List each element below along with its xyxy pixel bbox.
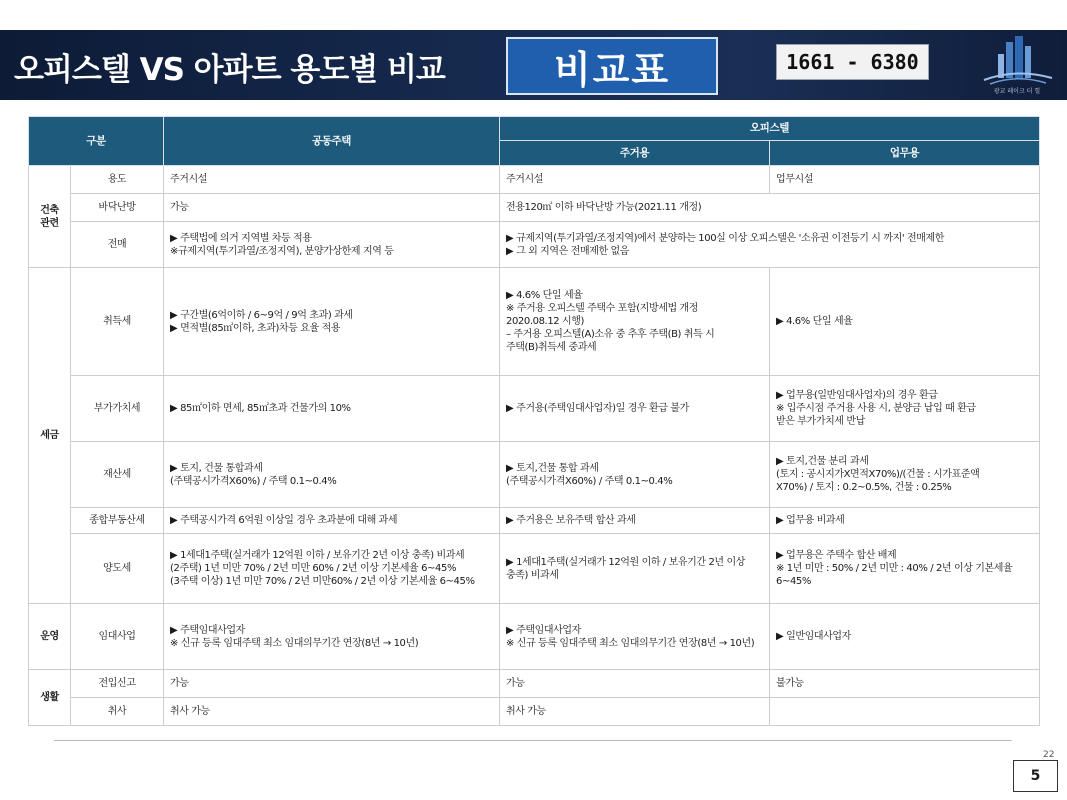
cell-residential: 취사 가능 [500,698,770,726]
cell-business: 업무시설 [770,166,1040,194]
row-label: 재산세 [71,442,164,508]
group-construction: 건축 관련 [29,166,71,268]
cell-business [770,698,1040,726]
group-living: 생활 [29,670,71,726]
table-row [29,508,1040,534]
cell-business: ▶ 4.6% 단일 세율 [770,268,1040,376]
table-row [29,268,1040,376]
table-row [29,222,1040,268]
cell-business: ▶ 업무용(일반임대사업자)의 경우 환급 ※ 입주시점 주거용 사용 시, 분양금 납입 때 환급 받은 부가가치세 반납 [770,376,1040,442]
cell-apartment: 주거시설 [164,166,500,194]
row-label: 용도 [71,166,164,194]
table-row [29,534,1040,604]
cell-business: 불가능 [770,670,1040,698]
header-business: 업무용 [770,141,1040,166]
cell-apartment: ▶ 주택임대사업자 ※ 신규 등록 임대주택 최소 임대의무기간 연장(8년 → 10년) [164,604,500,670]
cell-residential: 주거시설 [500,166,770,194]
comparison-badge-label: 비교표 [553,47,671,92]
cell-residential: ▶ 주거용(주택임대사업자)일 경우 환급 불가 [500,376,770,442]
phone-box [776,44,929,80]
table-row [29,166,1040,194]
group-operation: 운영 [29,604,71,670]
cell-apartment: 가능 [164,194,500,222]
cell-business: ▶ 일반임대사업자 [770,604,1040,670]
header-apartment: 공동주택 [164,117,500,166]
header-category: 구분 [29,117,164,166]
table-row [29,442,1040,508]
page-number: 5 [1030,768,1041,784]
row-label: 임대사업 [71,604,164,670]
footer-divider [54,740,1012,741]
brand-logo-text: 광교 레이크 더 힐 [993,88,1041,95]
cell-apartment: ▶ 주택공시가격 6억원 이상일 경우 초과분에 대해 과세 [164,508,500,534]
table-row [29,604,1040,670]
phone-number: 1661 - 6380 [786,50,919,74]
row-label: 전입신고 [71,670,164,698]
page-title: 오피스텔 VS 아파트 용도별 비교 [14,52,445,88]
page-number-box [1013,760,1058,792]
cell-apartment: ▶ 토지, 건물 통합과세 (주택공시가격X60%) / 주택 0.1~0.4% [164,442,500,508]
comparison-table [28,116,1040,726]
row-label: 취사 [71,698,164,726]
header-officetel: 오피스텔 [500,117,1040,141]
building-logo-icon [976,32,1058,88]
cell-residential: ▶ 1세대1주택(실거래가 12억원 이하 / 보유기간 2년 이상 충족) 비과세 [500,534,770,604]
cell-residential: ▶ 주거용은 보유주택 합산 과세 [500,508,770,534]
cell-business: ▶ 업무용은 주택수 합산 배제 ※ 1년 미만 : 50% / 2년 미만 : 40% / 2년 이상 기본세율 6~45% [770,534,1040,604]
cell-apartment: ▶ 1세대1주택(실거래가 12억원 이하 / 보유기간 2년 이상 충족) 비과세 (2주택) 1년 미만 70% / 2년 미만 60% / 2년 이상 기본세율 6~45% (3주택 이상) 1년 미만 70% / 2년 미만60% / 2년 이상 기본세율 6~45% [164,534,500,604]
header-residential: 주거용 [500,141,770,166]
header-bar [0,30,1067,100]
table-row [29,670,1040,698]
cell-officetel: 전용120㎡ 이하 바닥난방 가능(2021.11 개정) [500,194,1040,222]
comparison-badge [506,37,718,95]
cell-residential: ▶ 주택임대사업자 ※ 신규 등록 임대주택 최소 임대의무기간 연장(8년 → 10년) [500,604,770,670]
cell-residential: 가능 [500,670,770,698]
row-label: 양도세 [71,534,164,604]
cell-apartment: 가능 [164,670,500,698]
cell-apartment: ▶ 주택법에 의거 지역별 차등 적용 ※규제지역(투기과열/조정지역), 분양가상한제 지역 등 [164,222,500,268]
group-tax: 세금 [29,268,71,604]
cell-business: ▶ 업무용 비과세 [770,508,1040,534]
cell-apartment: ▶ 구간별(6억이하 / 6~9억 / 9억 초과) 과세 ▶ 면적별(85㎡이하, 초과)차등 요율 적용 [164,268,500,376]
row-label: 전매 [71,222,164,268]
cell-residential: ▶ 4.6% 단일 세율 ※ 주거용 오피스텔 주택수 포함(지방세법 개정 2020.08.12 시행) – 주거용 오피스텔(A)소유 중 추후 주택(B) 취득 시 주택(B)취득세 중과세 [500,268,770,376]
cell-officetel: ▶ 규제지역(투기과열/조정지역)에서 분양하는 100실 이상 오피스텔은 '소유권 이전등기 시 까지' 전매제한 ▶ 그 외 지역은 전매제한 없음 [500,222,1040,268]
row-label: 취득세 [71,268,164,376]
cell-business: ▶ 토지,건물 분리 과세 (토지 : 공시지가X면적X70%)/(건물 : 시가표준액 X70%) / 토지 : 0.2~0.5%, 건물 : 0.25% [770,442,1040,508]
cell-residential: ▶ 토지,건물 통합 과세 (주택공시가격X60%) / 주택 0.1~0.4% [500,442,770,508]
cell-apartment: ▶ 85㎡이하 면세, 85㎡초과 건물가의 10% [164,376,500,442]
row-label: 부가가치세 [71,376,164,442]
cell-apartment: 취사 가능 [164,698,500,726]
row-label: 바닥난방 [71,194,164,222]
table-row [29,194,1040,222]
small-page-number: 22 [1043,750,1055,760]
row-label: 종합부동산세 [71,508,164,534]
table-row [29,698,1040,726]
table-row [29,376,1040,442]
brand-logo [976,32,1058,98]
